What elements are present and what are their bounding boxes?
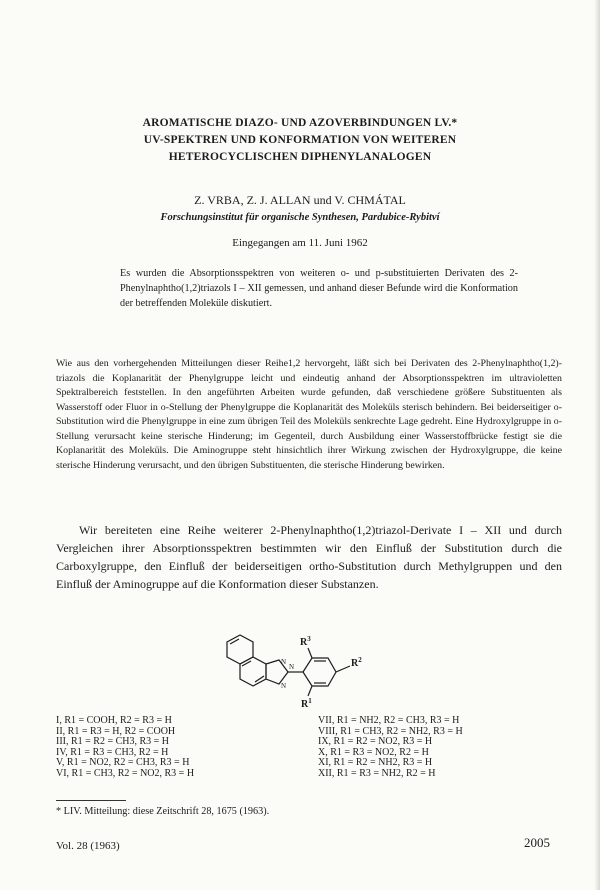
title-line-3: HETEROCYCLISCHEN DIPHENYLANALOGEN: [168, 151, 432, 163]
compound-entry: III, R1 = R2 = CH3, R3 = H: [56, 736, 170, 748]
footnote-divider: [56, 800, 126, 801]
r1-label: $R^1$: [301, 697, 312, 710]
compound-entry: XI, R1 = R2 = NH2, R3 = H: [318, 757, 433, 769]
compound-entry: IV, R1 = R3 = CH3, R2 = H: [56, 746, 169, 758]
compound-entry: IX, R1 = R2 = NO2, R3 = H: [318, 736, 433, 748]
title-line-1: AROMATISCHE DIAZO- UND AZOVERBINDUNGEN LV.*: [142, 117, 458, 129]
authors: Z. VRBA, Z. J. ALLAN und V. CHMÁTAL: [194, 193, 406, 207]
compound-entry: V, R1 = NO2, R2 = CH3, R3 = H: [56, 757, 190, 769]
structural-formula: [200, 630, 400, 710]
body-paragraph-2: Wir bereiteten eine Reihe weiterer 2-Phenylnaphtho(1,2)triazol-Derivate I – XII und durch Vergleichen ihrer Absorptionsspektren bestimmten wir den Einfluß der Substitution durch die Carboxylgruppe, den Einfluß der beiderseitigen ortho-Substitution durch Methylgruppen und den Einfluß der Aminogruppe auf die Konformation dieser Substanzen.: [56, 523, 562, 591]
compound-entry: XII, R1 = R3 = NH2, R2 = H: [318, 767, 436, 779]
institution: Forschungsinstitut für organische Synthesen, Pardubice-Rybitví: [160, 212, 440, 223]
compound-list: [56, 716, 562, 791]
compound-entry: I, R1 = COOH, R2 = R3 = H: [56, 715, 172, 726]
compound-column-left: [56, 716, 296, 780]
r2-label: $R^2$: [351, 656, 362, 669]
title-line-2: UV-SPEKTREN UND KONFORMATION VON WEITEREN: [143, 134, 457, 146]
compound-entry: X, R1 = R3 = NO2, R2 = H: [318, 746, 429, 758]
body-paragraph-1: Wie aus den vorhergehenden Mitteilungen dieser Reihe1,2 hervorgeht, läßt sich bei Derivaten des 2-Phenylnaphtho(1,2)-triazols die Koplanarität der Phenylgruppe leicht und eindeutig anhand der Absorptionsspektren im ultravioletten Spektralbereich feststellen. In den angeführten Arbeiten wurde gefunden, daß verschiedene größere Substituenten als Wasserstoff oder Fluor in o-Stellung der Phenylgruppe die Koplanarität des Moleküls sterisch behindern. Bei beiderseitiger o-Substitution wird die Phenylgruppe in eine zum übrigen Teil des Moleküls senkrechte Lage gedreht. Eine Hydroxylgruppe in o-Stellung verursacht keine sterische Hinderung; im Gegenteil, durch Ausbildung einer Wasserstoffbrücke festigt sie die Koplanarität des Moleküls. Die Aminogruppe steht hinsichtlich ihrer Wirkung zwischen der Hydroxylgruppe, die keine sterische Hinderung verursacht, und den übrigen Substituenten, die sterische Hinderung bewirken.: [56, 358, 562, 471]
volume-label: Vol. 28 (1963): [56, 840, 120, 852]
received-date: Eingegangen am 11. Juni 1962: [232, 237, 368, 249]
compound-entry: VII, R1 = NH2, R2 = CH3, R3 = H: [318, 715, 460, 726]
compound-entry: VI, R1 = CH3, R2 = NO2, R3 = H: [56, 767, 195, 779]
compound-entry: VIII, R1 = CH3, R2 = NH2, R3 = H: [318, 725, 463, 737]
page-number: 2005: [524, 835, 550, 850]
footnote: * LIV. Mitteilung: diese Zeitschrift 28, 1675 (1963).: [56, 806, 270, 817]
triazole-n-label: N: [281, 658, 287, 666]
triazole-n-label: N: [289, 663, 295, 671]
page-edge-shadow: [594, 0, 600, 890]
compound-entry: II, R1 = R3 = H, R2 = COOH: [56, 725, 176, 737]
triazole-n-label: N: [281, 682, 287, 690]
abstract: Es wurden die Absorptionsspektren von weiteren o- und p-substituierten Derivaten des 2-Phenylnaphtho(1,2)triazols I – XII gemessen, und anhand dieser Befunde wird die Konformation der betreffenden Moleküle diskutiert.: [120, 268, 518, 309]
compound-column-right: [318, 716, 568, 780]
r3-label: $R^3$: [300, 635, 311, 648]
